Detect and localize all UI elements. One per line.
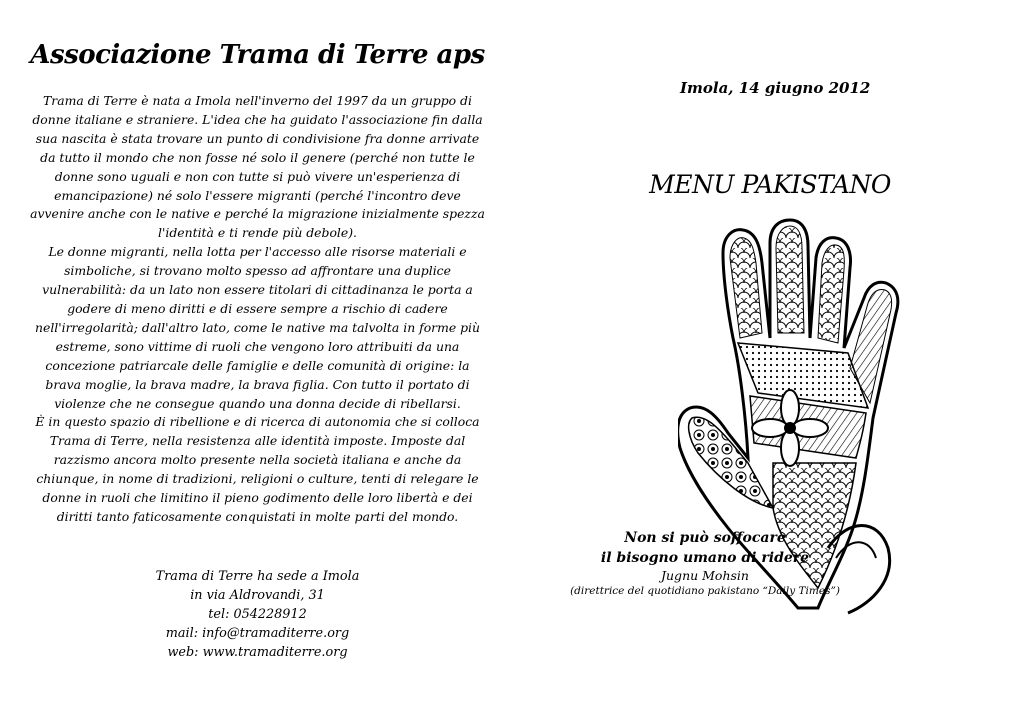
association-description bbox=[30, 92, 485, 527]
quote-line-2: il bisogno umano di ridere bbox=[600, 550, 810, 566]
description-paragraph-2: Le donne migranti, nella lotta per l'accesso alle risorse materiali e simboliche, si trovano molto spesso ad affrontare una duplice vulnerabilità: da un lato non essere titolari di cittadinanza le porta a godere di meno diritti e di essere sempre a rischio di cadere nell'irregolarità; dall'altro lato, come le native ma talvolta in forme più estreme, sono vittime di ruoli che vengono loro attribuiti da una concezione patriarcale delle famiglie e delle comunità di origine: la brava moglie, la brava madre, la brava figlia. Con tutto il portato di violenze che ne consegue quando una donna decide di ribellarsi. bbox=[35, 244, 480, 411]
contact-email: mail: info@tramaditerre.org bbox=[165, 625, 350, 641]
menu-title: MENU PAKISTANO bbox=[649, 170, 891, 199]
description-paragraph-1: Trama di Terre è nata a Imola nell'inverno del 1997 da un gruppo di donne italiane e straniere. L'idea che ha guidato l'associazione fin dalla sua nascita è stata trovare un punto di condivisione fra donne arrivate da tutto il mondo che non fosse né solo il genere (perché non tutte le donne sono uguali e non con tutte si può vivere un'esperienza di emancipazione) né solo l'essere migranti (perché l'incontro deve avvenire anche con le native e perché la migrazione inizialmente spezza l'identità e ti rende più debole). bbox=[30, 93, 485, 241]
quote-block bbox=[540, 528, 870, 599]
contact-phone: tel: 054228912 bbox=[208, 606, 307, 622]
contact-website: web: www.tramaditerre.org bbox=[167, 644, 348, 660]
description-paragraph-3: È in questo spazio di ribellione e di ricerca di autonomia che si colloca Trama di Terre, nella resistenza alle identità imposte. Imposte dal razzismo ancora molto presente nella società italiana e anche da chiunque, in nome di tradizioni, religioni o culture, tenti di relegare le donne in ruoli che limitino il pieno godimento delle loro libertà e dei diritti tanto faticosamente conquistati in molte parti del mondo. bbox=[35, 414, 480, 524]
association-panel bbox=[30, 40, 485, 662]
menu-cover-panel bbox=[540, 0, 1000, 724]
quote-author: Jugnu Mohsin bbox=[661, 568, 749, 583]
contact-block bbox=[30, 567, 485, 662]
quote-line-1: Non si può soffocare bbox=[624, 530, 786, 546]
contact-address: in via Aldrovandi, 31 bbox=[190, 587, 325, 603]
association-title: Associazione Trama di Terre aps bbox=[30, 40, 485, 70]
contact-headquarters: Trama di Terre ha sede a Imola bbox=[155, 568, 360, 584]
quote-author-role: (direttrice del quotidiano pakistano “Daily Times”) bbox=[570, 585, 840, 597]
event-date: Imola, 14 giugno 2012 bbox=[680, 79, 871, 97]
